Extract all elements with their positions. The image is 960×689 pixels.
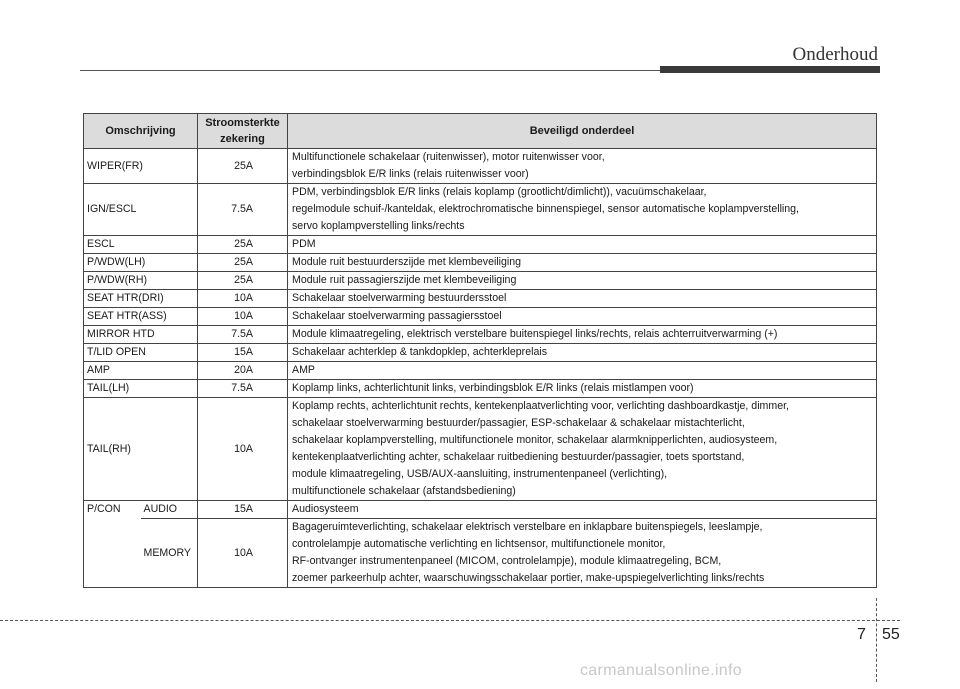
fuse-rating: 15A xyxy=(198,344,288,362)
header-rating xyxy=(198,114,288,149)
table-header-row xyxy=(84,114,877,149)
fuse-rating: 25A xyxy=(198,236,288,254)
table-row xyxy=(84,344,877,362)
protected-part-line: PDM, verbindingsblok E/R links (relais koplamp (grootlicht/dimlicht)), vacuümschakelaar, xyxy=(292,186,707,198)
table-row xyxy=(84,272,877,290)
protected-part-line: Schakelaar achterklep & tankdopklep, achterkleprelais xyxy=(292,346,547,358)
protected-part-cell xyxy=(288,380,877,398)
protected-part-line: kentekenplaatverlichting achter, schakelaar ruitbediening bestuurder/passagier, toets sportstand, xyxy=(292,451,745,463)
fuse-name: TAIL(RH) xyxy=(84,398,198,501)
table-row xyxy=(84,308,877,326)
protected-part-cell xyxy=(288,272,877,290)
fuse-rating: 25A xyxy=(198,149,288,184)
fuse-rating: 10A xyxy=(198,290,288,308)
protected-part-line: Module klimaatregeling, elektrisch verstelbare buitenspiegel links/rechts, relais achterruitverwarming (+) xyxy=(292,328,778,340)
protected-part-cell xyxy=(288,398,877,501)
header-rule-accent xyxy=(660,66,880,73)
fuse-name: P/WDW(RH) xyxy=(84,272,198,290)
protected-part-line: module klimaatregeling, USB/AUX-aansluiting, instrumentenpaneel (verlichting), xyxy=(292,468,668,480)
table-row xyxy=(84,501,877,519)
table-row xyxy=(84,519,877,588)
protected-part-line: Bagageruimteverlichting, schakelaar elektrisch verstelbare en inklapbare buitenspiegels, leeslampje, xyxy=(292,521,763,533)
protected-part-cell xyxy=(288,501,877,519)
protected-part-cell xyxy=(288,344,877,362)
fuse-rating: 7.5A xyxy=(198,184,288,236)
protected-part-line: Koplamp links, achterlichtunit links, verbindingsblok E/R links (relais mistlampen voor) xyxy=(292,382,694,394)
table-row xyxy=(84,254,877,272)
header-description: Omschrijving xyxy=(84,114,198,149)
protected-part-cell xyxy=(288,362,877,380)
fuse-name: ESCL xyxy=(84,236,198,254)
table-row xyxy=(84,362,877,380)
fuse-name: MIRROR HTD xyxy=(84,326,198,344)
protected-part-line: controlelampje automatische verlichting en lichtsensor, multifunctionele monitor, xyxy=(292,538,666,550)
protected-part-line: AMP xyxy=(292,364,315,376)
fuse-rating: 25A xyxy=(198,254,288,272)
table-row xyxy=(84,236,877,254)
protected-part-line: schakelaar koplampverstelling, multifunctionele monitor, schakelaar alarmknipperlichten, audiosysteem, xyxy=(292,434,778,446)
fuse-rating: 20A xyxy=(198,362,288,380)
fuse-rating: 7.5A xyxy=(198,380,288,398)
protected-part-cell xyxy=(288,519,877,588)
protected-part-line: Multifunctionele schakelaar (ruitenwisser), motor ruitenwisser voor, xyxy=(292,151,605,163)
header-rule xyxy=(80,70,660,71)
fuse-name: T/LID OPEN xyxy=(84,344,198,362)
fuse-rating: 7.5A xyxy=(198,326,288,344)
fuse-name: SEAT HTR(DRI) xyxy=(84,290,198,308)
protected-part-cell xyxy=(288,308,877,326)
protected-part-line: Koplamp rechts, achterlichtunit rechts, kentekenplaatverlichting voor, verlichting dashboardkastje, dimmer, xyxy=(292,400,789,412)
protected-part-line: zoemer parkeerhulp achter, waarschuwingsschakelaar portier, make-upspiegelverlichting links/rechts xyxy=(292,572,765,584)
footer-divider xyxy=(876,598,877,682)
section-title: Onderhoud xyxy=(792,44,878,65)
fuse-group-name: P/CON xyxy=(84,501,141,588)
protected-part-cell xyxy=(288,149,877,184)
fuse-name: P/WDW(LH) xyxy=(84,254,198,272)
fuse-rating: 15A xyxy=(198,501,288,519)
header-protected-part: Beveiligd onderdeel xyxy=(288,114,877,149)
watermark: carmanualsonline.info xyxy=(580,662,742,679)
page-number: 55 xyxy=(882,626,900,643)
fuse-rating: 25A xyxy=(198,272,288,290)
fuse-name: WIPER(FR) xyxy=(84,149,198,184)
table-row xyxy=(84,149,877,184)
protected-part-cell xyxy=(288,290,877,308)
fuse-name: AMP xyxy=(84,362,198,380)
fuse-name: TAIL(LH) xyxy=(84,380,198,398)
footer-rule xyxy=(0,620,900,621)
protected-part-line: Module ruit bestuurderszijde met klembeveiliging xyxy=(292,256,522,268)
fuse-table xyxy=(83,113,877,588)
protected-part-cell xyxy=(288,184,877,236)
fuse-subname: AUDIO xyxy=(141,501,198,519)
protected-part-line: verbindingsblok E/R links (relais ruitenwisser voor) xyxy=(292,168,529,180)
protected-part-line: multifunctionele schakelaar (afstandsbediening) xyxy=(292,485,516,497)
table-row xyxy=(84,398,877,501)
protected-part-line: Schakelaar stoelverwarming passagiersstoel xyxy=(292,310,502,322)
table-row xyxy=(84,290,877,308)
header-rating-line2: zekering xyxy=(220,133,265,145)
header-rating-line1: Stroomsterkte xyxy=(205,117,280,129)
fuse-rating: 10A xyxy=(198,308,288,326)
protected-part-line: servo koplampverstelling links/rechts xyxy=(292,220,465,232)
protected-part-line: Audiosysteem xyxy=(292,503,359,515)
fuse-name: SEAT HTR(ASS) xyxy=(84,308,198,326)
protected-part-cell xyxy=(288,254,877,272)
protected-part-line: Schakelaar stoelverwarming bestuurdersstoel xyxy=(292,292,507,304)
protected-part-line: regelmodule schuif-/kanteldak, elektrochromatische binnenspiegel, sensor automatische koplampverstelling, xyxy=(292,203,800,215)
protected-part-line: Module ruit passagierszijde met klembeveiliging xyxy=(292,274,517,286)
table-row xyxy=(84,380,877,398)
chapter-number: 7 xyxy=(857,626,866,643)
table-row xyxy=(84,184,877,236)
protected-part-line: schakelaar stoelverwarming bestuurder/passagier, ESP-schakelaar & schakelaar mistachterlicht, xyxy=(292,417,745,429)
fuse-name: IGN/ESCL xyxy=(84,184,198,236)
protected-part-cell xyxy=(288,326,877,344)
table-row xyxy=(84,326,877,344)
protected-part-line: PDM xyxy=(292,238,316,250)
protected-part-line: RF-ontvanger instrumentenpaneel (MICOM, controlelampje), module klimaatregeling, BCM, xyxy=(292,555,722,567)
fuse-rating: 10A xyxy=(198,398,288,501)
fuse-rating: 10A xyxy=(198,519,288,588)
fuse-subname: MEMORY xyxy=(141,519,198,588)
protected-part-cell xyxy=(288,236,877,254)
